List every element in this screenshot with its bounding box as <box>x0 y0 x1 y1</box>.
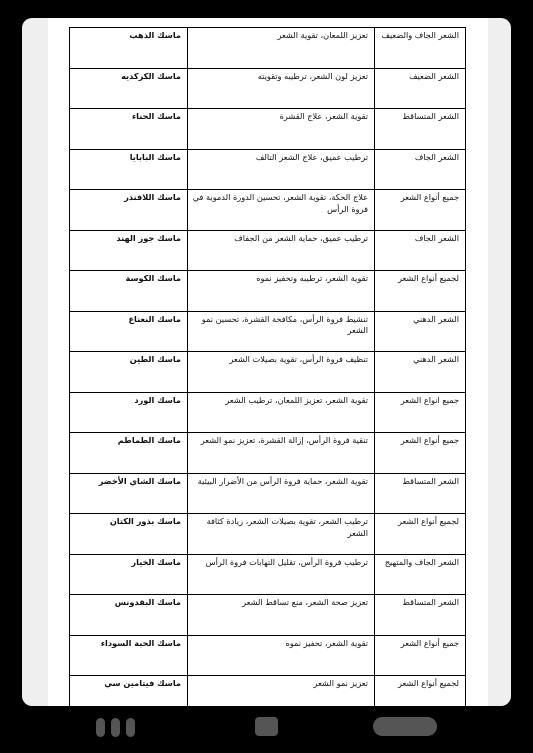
document-viewer[interactable] <box>22 18 511 706</box>
hair-type-cell: الشعر الضعيف <box>375 68 466 109</box>
hair-type-cell: جميع انواع الشعر <box>375 392 466 433</box>
mask-name-cell: ماسك فيتامين سي <box>70 676 188 707</box>
mask-name-cell: ماسك النعناع <box>70 311 188 352</box>
table-row <box>70 109 466 150</box>
benefit-cell: تعزيز صحة الشعر، منع تساقط الشعر <box>188 595 375 636</box>
mask-name-cell: ماسك الكركديه <box>70 68 188 109</box>
table-row <box>70 28 466 69</box>
hair-type-cell: الشعر المتساقط <box>375 109 466 150</box>
mask-name-cell: ماسك الحناء <box>70 109 188 150</box>
table-row <box>70 554 466 595</box>
hair-type-cell: جميع أنواع الشعر <box>375 433 466 474</box>
table-row <box>70 68 466 109</box>
hair-type-cell: الشعر المتساقط <box>375 595 466 636</box>
hair-type-cell: جميع أنواع الشعر <box>375 190 466 231</box>
table-row <box>70 311 466 352</box>
benefit-cell: تنقية فروة الرأس، إزالة القشرة، تعزيز نمو الشعر <box>188 433 375 474</box>
benefit-cell: تقوية الشعر، تعزيز اللمعان، ترطيب الشعر <box>188 392 375 433</box>
hair-type-cell: الشعر الدهني <box>375 352 466 393</box>
benefit-cell: تنشيط فروة الرأس، مكافحة القشرة، تحسين نمو الشعر <box>188 311 375 352</box>
hair-type-cell: لجميع أنواع الشعر <box>375 676 466 707</box>
recents-icon <box>111 718 120 737</box>
hair-type-cell: لجميع أنواع الشعر <box>375 271 466 312</box>
benefit-cell: ترطيب فروة الرأس، تقليل التهابات فروة الرأس <box>188 554 375 595</box>
benefit-cell: علاج الحكة، تقوية الشعر، تحسين الدورة الدموية في فروة الرأس <box>188 190 375 231</box>
home-button[interactable] <box>255 717 278 736</box>
recents-icon <box>96 718 105 737</box>
mask-name-cell: ماسك اللافندر <box>70 190 188 231</box>
benefit-cell: تعزيز نمو الشعر <box>188 676 375 707</box>
table-row <box>70 149 466 190</box>
benefit-cell: ترطيب عميق، علاج الشعر التالف <box>188 149 375 190</box>
system-navigation-bar <box>0 706 533 753</box>
benefit-cell: تقوية الشعر، ترطيبه وتحفيز نموه <box>188 271 375 312</box>
table-row <box>70 514 466 555</box>
hair-type-cell: جميع أنواع الشعر <box>375 635 466 676</box>
table-row <box>70 595 466 636</box>
mask-name-cell: ماسك جوز الهند <box>70 230 188 271</box>
mask-name-cell: ماسك الحبة السوداء <box>70 635 188 676</box>
recents-icon <box>126 718 135 737</box>
mask-name-cell: ماسك الخيار <box>70 554 188 595</box>
hair-type-cell: الشعر المتساقط <box>375 473 466 514</box>
hair-type-cell: الشعر الجاف والضعيف <box>375 28 466 69</box>
hair-type-cell: لجميع أنواع الشعر <box>375 514 466 555</box>
benefit-cell: تعزيز اللمعان، تقوية الشعر <box>188 28 375 69</box>
mask-name-cell: ماسك البابايا <box>70 149 188 190</box>
benefit-cell: ترطيب عميق، حماية الشعر من الجفاف <box>188 230 375 271</box>
table-row <box>70 190 466 231</box>
table-row <box>70 230 466 271</box>
table-row <box>70 473 466 514</box>
hair-type-cell: الشعر الدهني <box>375 311 466 352</box>
document-page <box>48 18 488 706</box>
hair-type-cell: الشعر الجاف والمتهيج <box>375 554 466 595</box>
benefit-cell: تقوية الشعر، علاج القشرة <box>188 109 375 150</box>
mask-name-cell: ماسك الشاي الأخضر <box>70 473 188 514</box>
mask-name-cell: ماسك الطماطم <box>70 433 188 474</box>
benefit-cell: تقوية الشعر، تحفيز نموه <box>188 635 375 676</box>
hair-masks-table <box>69 27 466 706</box>
table-row <box>70 676 466 707</box>
mask-name-cell: ماسك الورد <box>70 392 188 433</box>
mask-name-cell: ماسك بذور الكتان <box>70 514 188 555</box>
hair-type-cell: الشعر الجاف <box>375 230 466 271</box>
hair-type-cell: الشعر الجاف <box>375 149 466 190</box>
benefit-cell: تنظيف فروة الرأس، تقوية بصيلات الشعر <box>188 352 375 393</box>
benefit-cell: تعزيز لون الشعر، ترطيبه وتقويته <box>188 68 375 109</box>
table-row <box>70 392 466 433</box>
mask-name-cell: ماسك الذهب <box>70 28 188 69</box>
back-button[interactable] <box>373 717 437 736</box>
mask-name-cell: ماسك الطين <box>70 352 188 393</box>
table-row <box>70 271 466 312</box>
mask-name-cell: ماسك البقدونس <box>70 595 188 636</box>
table-row <box>70 352 466 393</box>
benefit-cell: ترطيب الشعر، تقوية بصيلات الشعر، زيادة كثافة الشعر <box>188 514 375 555</box>
recents-button[interactable] <box>96 718 141 741</box>
benefit-cell: تقوية الشعر، حماية فروة الرأس من الأضرار البيئية <box>188 473 375 514</box>
table-row <box>70 433 466 474</box>
mask-name-cell: ماسك الكوسة <box>70 271 188 312</box>
table-row <box>70 635 466 676</box>
